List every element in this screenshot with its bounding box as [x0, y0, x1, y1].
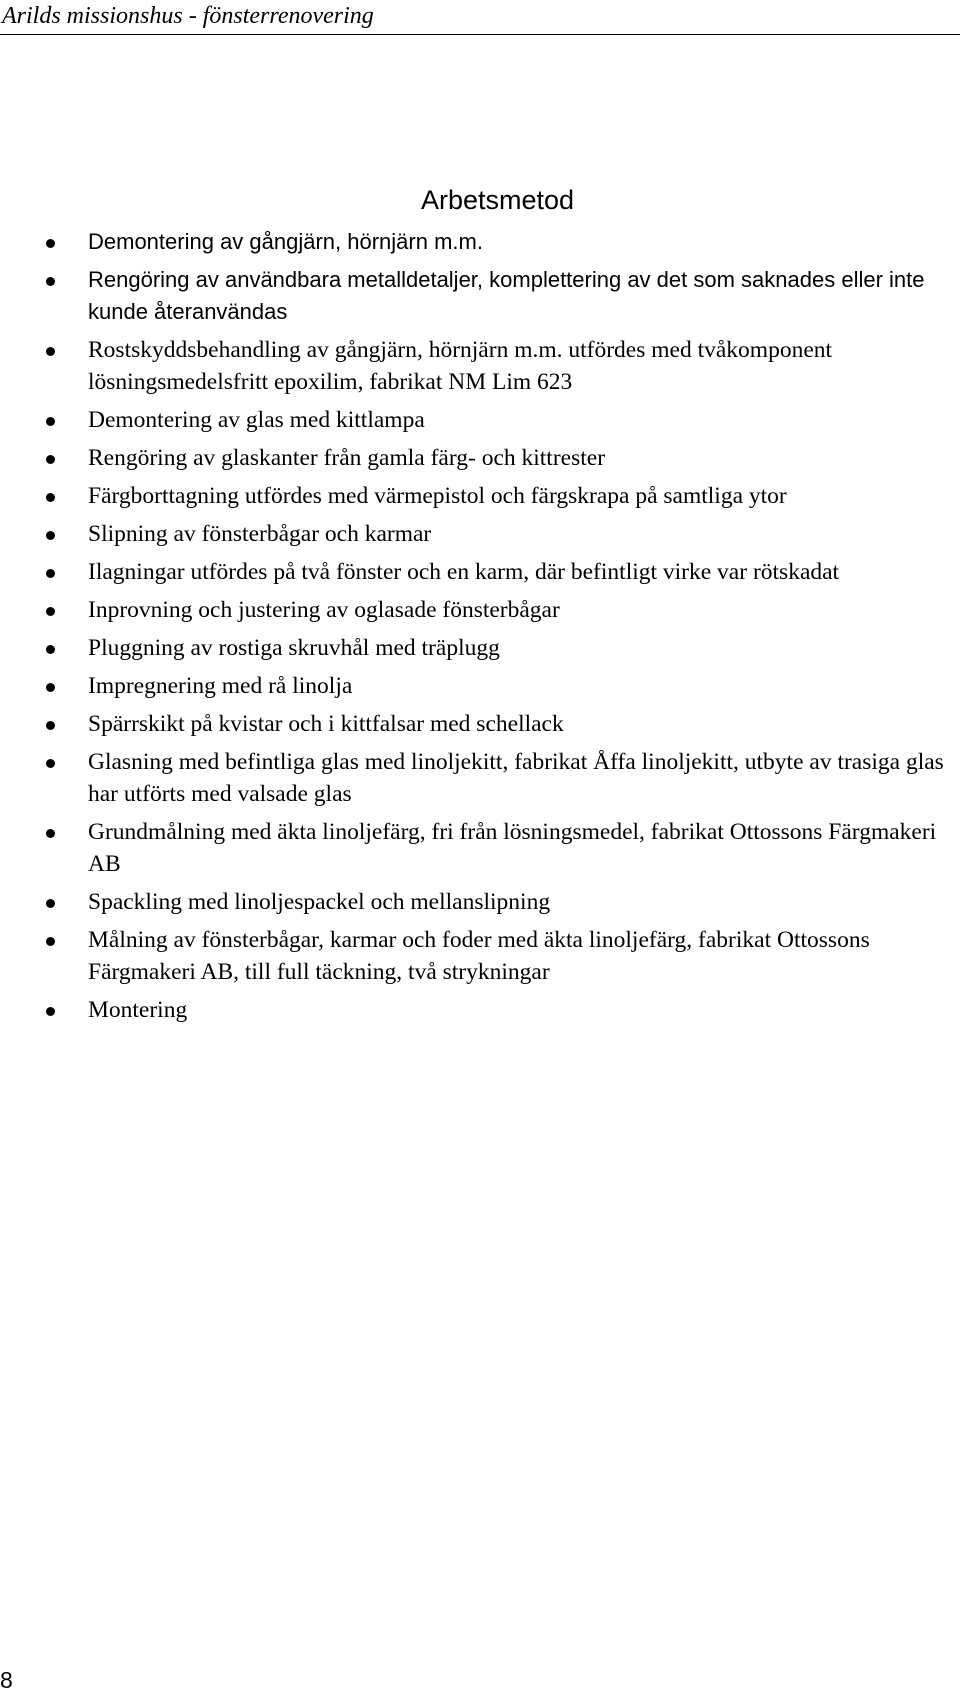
list-item — [0, 442, 960, 474]
running-header — [0, 0, 960, 35]
list-item — [0, 816, 960, 880]
list-item — [0, 334, 960, 398]
list-item-text: Spackling med linoljespackel och mellanslipning — [88, 889, 551, 915]
bullet-icon — [46, 721, 55, 730]
list-item-text: Inprovning och justering av oglasade fönsterbågar — [88, 597, 560, 623]
list-item — [0, 594, 960, 626]
work-method-list — [0, 226, 960, 1032]
list-item — [0, 746, 960, 810]
list-item-text: Glasning med befintliga glas med linoljekitt, fabrikat Åffa linoljekitt, utbyte av trasiga glas har utförts med valsade glas — [88, 749, 944, 807]
list-item — [0, 632, 960, 664]
bullet-icon — [46, 493, 55, 502]
bullet-icon — [46, 829, 55, 838]
list-item — [0, 264, 960, 328]
bullet-icon — [46, 683, 55, 692]
bullet-icon — [46, 239, 55, 248]
list-item-text: Demontering av gångjärn, hörnjärn m.m. — [88, 229, 483, 254]
running-header-title: Arilds missionshus - fönsterrenovering — [2, 3, 374, 29]
list-item-text: Ilagningar utfördes på två fönster och en karm, där befintligt virke var rötskadat — [88, 559, 840, 585]
list-item — [0, 226, 960, 258]
bullet-icon — [46, 1007, 55, 1016]
bullet-icon — [46, 759, 55, 768]
bullet-icon — [46, 455, 55, 464]
list-item-text: Montering — [88, 997, 188, 1023]
list-item-text: Slipning av fönsterbågar och karmar — [88, 521, 432, 547]
bullet-icon — [46, 607, 55, 616]
page-number: 8 — [0, 1667, 13, 1693]
list-item-text: Pluggning av rostiga skruvhål med träplugg — [88, 635, 500, 661]
bullet-icon — [46, 569, 55, 578]
list-item — [0, 480, 960, 512]
list-item-text: Målning av fönsterbågar, karmar och foder med äkta linoljefärg, fabrikat Ottossons Färgmakeri AB, till full täckning, två strykningar — [88, 927, 870, 985]
list-item-text: Spärrskikt på kvistar och i kittfalsar med schellack — [88, 711, 564, 737]
bullet-icon — [46, 417, 55, 426]
bullet-icon — [46, 645, 55, 654]
list-item-text: Grundmålning med äkta linoljefärg, fri från lösningsmedel, fabrikat Ottossons Färgmakeri AB — [88, 819, 937, 877]
list-item — [0, 556, 960, 588]
bullet-icon — [46, 937, 55, 946]
list-item — [0, 518, 960, 550]
list-item — [0, 924, 960, 988]
list-item — [0, 886, 960, 918]
list-item-text: Rostskyddsbehandling av gångjärn, hörnjärn m.m. utfördes med tvåkomponent lösningsmedelsfritt epoxilim, fabrikat NM Lim 623 — [88, 337, 833, 395]
section-heading: Arbetsmetod — [420, 185, 575, 215]
list-item-text: Impregnering med rå linolja — [88, 673, 353, 699]
list-item — [0, 708, 960, 740]
bullet-icon — [46, 347, 55, 356]
list-item-text: Färgborttagning utfördes med värmepistol och färgskrapa på samtliga ytor — [88, 483, 787, 509]
list-item — [0, 404, 960, 436]
bullet-icon — [46, 899, 55, 908]
list-item — [0, 670, 960, 702]
list-item-text: Rengöring av glaskanter från gamla färg- och kittrester — [88, 445, 606, 471]
list-item-text: Rengöring av användbara metalldetaljer, komplettering av det som saknades eller inte kunde återanvändas — [88, 267, 925, 324]
bullet-icon — [46, 277, 55, 286]
bullet-icon — [46, 531, 55, 540]
list-item — [0, 994, 960, 1026]
list-item-text: Demontering av glas med kittlampa — [88, 407, 425, 433]
